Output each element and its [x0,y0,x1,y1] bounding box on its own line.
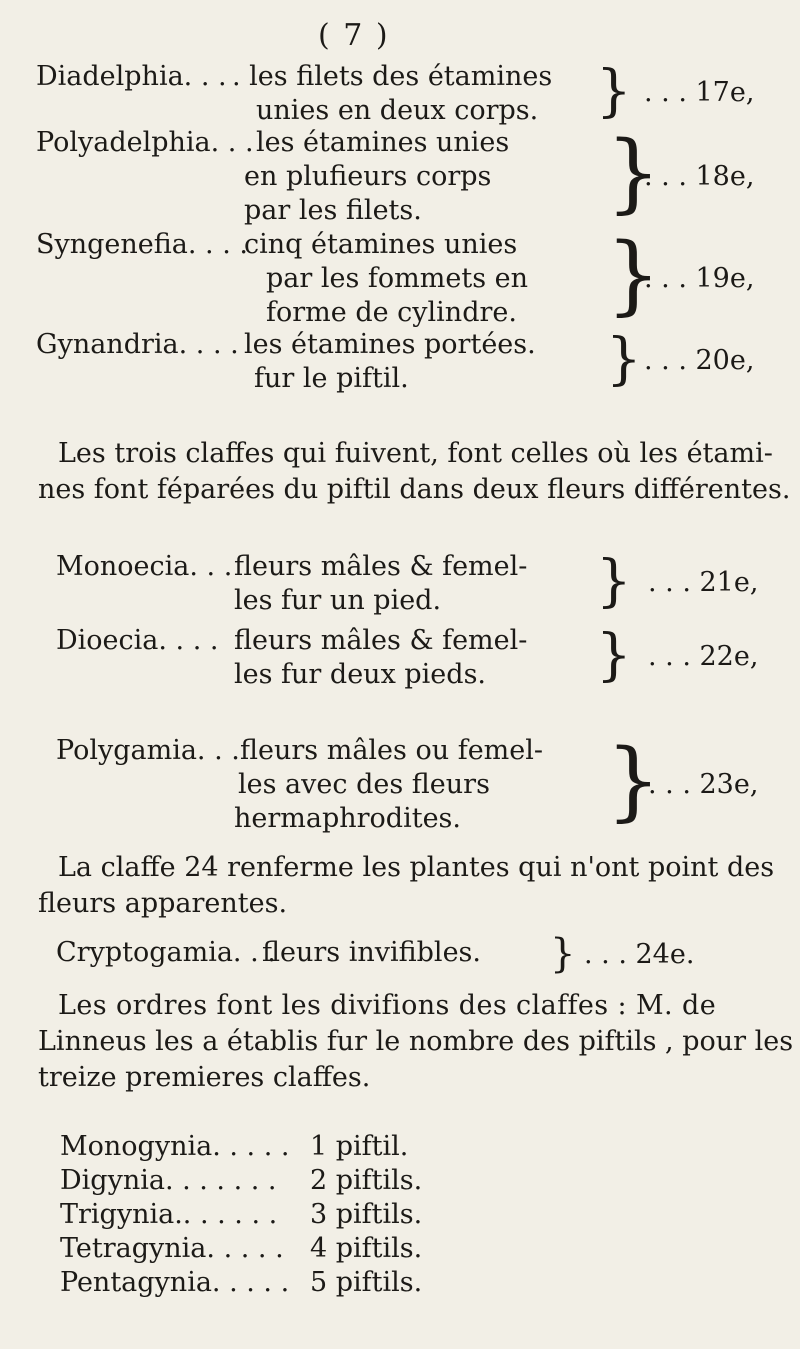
paragraph-orders [38,988,794,1096]
class-name: Polygamia. . . [56,735,240,766]
page-number: ( 7 ) [318,18,390,53]
class-desc-line: les fur deux pieds. [234,659,487,690]
class-desc-line: les avec des fleurs [238,769,490,800]
order-row [60,1164,422,1198]
class-name: Cryptogamia. . . [56,937,276,968]
paragraph-separated-classes [38,436,791,508]
order-row [60,1232,422,1266]
class-desc-line: fleurs mâles & femel- [234,551,528,582]
class-desc-line: fleurs mâles ou femel- [240,735,544,766]
class-number: . . . 24e. [584,939,695,970]
class-desc-line: fur le piftil. [254,363,409,394]
class-desc-line: fleurs invifibles. [262,937,481,968]
class-number: . . . 19e, [644,263,755,294]
brace-icon: } [596,59,632,124]
class-name: Dioecia. . . . [56,625,219,656]
order-row [60,1266,422,1300]
class-desc-line: cinq étamines unies [244,229,518,260]
class-name: Polyadelphia. . . [36,127,254,158]
order-name: Tetragynia. . . . . [60,1233,284,1264]
class-desc-line: les étamines unies [256,127,510,158]
order-name: Digynia. . . . . . . [60,1165,277,1196]
brace-icon: } [606,731,661,831]
paragraph-line: Linneus les a établis fur le nombre des piftils , pour les [38,1026,794,1057]
paragraph-line: La claffe 24 renferme les plantes qui n'ont point des [58,852,775,883]
class-name: Monoecia. . . [56,551,233,582]
class-desc-line: hermaphrodites. [234,803,461,834]
class-name: Gynandria. . . . [36,329,239,360]
class-name: Diadelphia. . . [36,61,227,92]
order-name: Pentagynia. . . . . [60,1267,290,1298]
order-value: 1 piftil. [310,1131,409,1162]
order-row [60,1198,422,1232]
paragraph-line: Les trois claffes qui fuivent, font celles où les étami- [58,438,773,469]
brace-icon: } [606,225,661,325]
brace-icon: } [596,549,632,614]
class-name: Syngenefia. . . . [36,229,248,260]
class-number: . . . 22e, [648,641,759,672]
paragraph-line: fleurs apparentes. [38,888,288,919]
order-name: Trigynia.. . . . . . [60,1199,278,1230]
order-name: Monogynia. . . . . [60,1131,290,1162]
class-number: . . . 21e, [648,567,759,598]
paragraph-line: nes font féparées du piftil dans deux fleurs différentes. [38,474,791,505]
class-desc-line: fleurs mâles & femel- [234,625,528,656]
order-value: 5 piftils. [310,1267,423,1298]
class-desc-line: les étamines portées. [244,329,536,360]
class-desc-line: unies en deux corps. [256,95,539,126]
brace-icon: } [606,327,642,392]
order-value: 3 piftils. [310,1199,423,1230]
order-value: 4 piftils. [310,1233,423,1264]
paragraph-class-24 [38,850,775,922]
class-desc-line: par les fommets en [266,263,529,294]
class-desc-line: . les filets des étamines [232,61,553,92]
brace-icon: } [606,123,661,223]
class-desc-line: les fur un pied. [234,585,442,616]
class-number: . . . 17e, [644,77,755,108]
brace-icon: } [550,931,576,977]
order-value: 2 piftils. [310,1165,423,1196]
orders-list [60,1130,422,1300]
class-number: . . . 18e, [644,161,755,192]
paragraph-line: Les ordres font les divifions des claffes : M. de [58,990,717,1021]
paragraph-line: treize premieres claffes. [38,1062,371,1093]
class-number: . . . 23e, [648,769,759,800]
class-number: . . . 20e, [644,345,755,376]
class-desc-line: en plufieurs corps [244,161,492,192]
order-row [60,1130,422,1164]
brace-icon: } [596,623,632,688]
class-desc-line: par les filets. [244,195,422,226]
class-desc-line: forme de cylindre. [266,297,517,328]
